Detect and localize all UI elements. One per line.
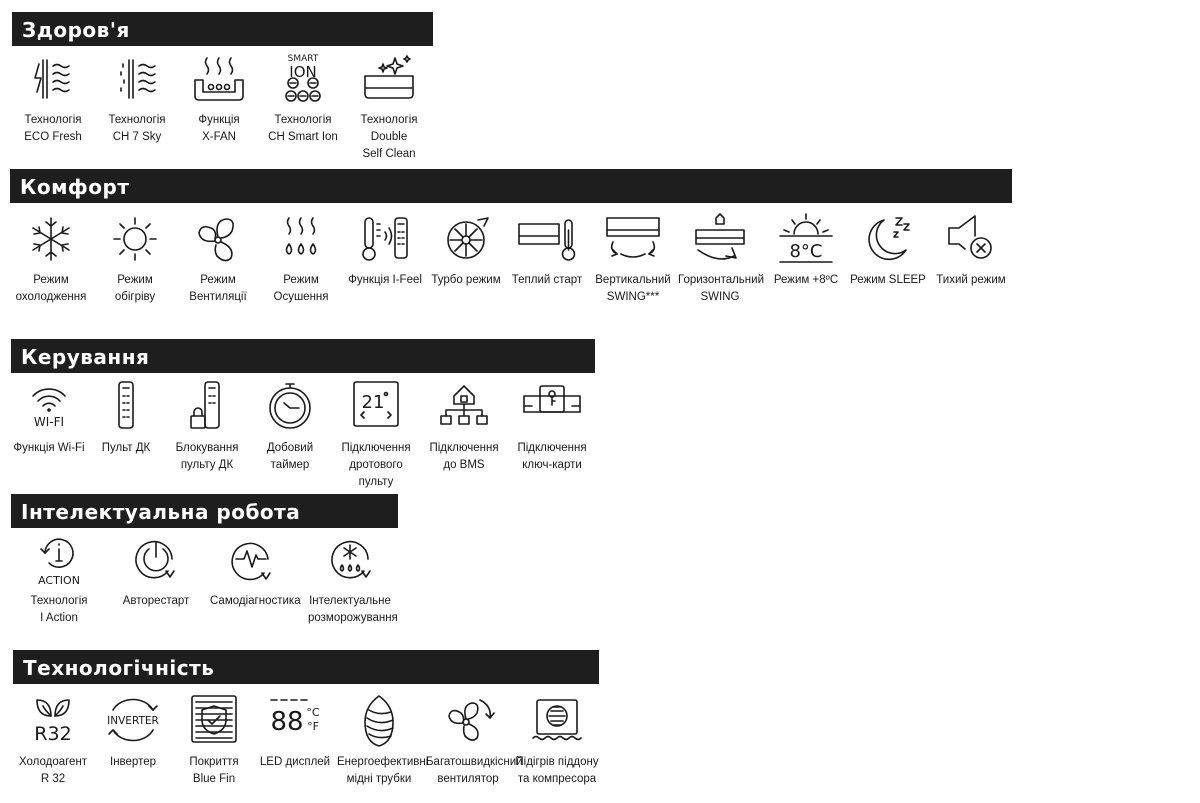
feature-copper-tube bbox=[337, 692, 429, 788]
i-action-icon bbox=[27, 531, 91, 589]
feature-led-display bbox=[253, 692, 337, 771]
svg-text:ACTION: ACTION bbox=[38, 574, 80, 587]
feature-i-action bbox=[17, 531, 101, 627]
feature-label: Підключення дротового пульту bbox=[341, 442, 411, 488]
feature-label: Технологія I Action bbox=[30, 595, 88, 624]
svg-text:°F: °F bbox=[307, 720, 319, 733]
copper-tube-icon bbox=[347, 692, 411, 750]
feature-label: Покриття Blue Fin bbox=[189, 756, 239, 785]
drops-icon bbox=[269, 210, 333, 268]
vertical-swing-icon bbox=[601, 210, 665, 268]
feature-label: Горизонтальний SWING bbox=[678, 274, 764, 303]
feature-label: Енергоефективні мідні трубки bbox=[337, 756, 429, 785]
feature-label: Інвертер bbox=[110, 756, 156, 768]
i-feel-icon bbox=[353, 210, 417, 268]
wifi-icon bbox=[17, 378, 81, 436]
feature-label: Підключення до BMS bbox=[429, 442, 499, 471]
feature-multi-speed-fan bbox=[426, 692, 523, 788]
feature-sleep bbox=[846, 210, 930, 289]
feature-label: Режим Осушення bbox=[273, 274, 329, 303]
multi-speed-fan-icon bbox=[436, 692, 500, 750]
section-title: Інтелектуальна робота bbox=[21, 500, 301, 524]
fan-icon bbox=[186, 210, 250, 268]
feature-label: Технологія CH 7 Sky bbox=[108, 114, 166, 143]
wired-controller-icon bbox=[344, 378, 408, 436]
svg-text:WI-FI: WI-FI bbox=[33, 415, 65, 429]
svg-text:INVERTER: INVERTER bbox=[107, 715, 159, 727]
x-fan-icon bbox=[187, 50, 251, 108]
feature-label: Режим SLEEP bbox=[850, 274, 926, 286]
feature-label: Технологія Double Self Clean bbox=[360, 114, 418, 160]
feature-vertical-swing bbox=[591, 210, 675, 306]
feature-ventilation bbox=[176, 210, 260, 306]
feature-heater bbox=[515, 692, 599, 788]
feature-x-fan bbox=[177, 50, 261, 146]
feature-label: Функція X-FAN bbox=[198, 114, 240, 143]
feature-key-card bbox=[510, 378, 594, 474]
feature-inverter bbox=[91, 692, 175, 771]
blue-fin-icon bbox=[182, 692, 246, 750]
section-header-comfort bbox=[10, 169, 1012, 203]
feature-horizontal-swing bbox=[678, 210, 762, 306]
feature-label: Інтелектуальне розморожування bbox=[308, 595, 398, 624]
warm-start-icon bbox=[515, 210, 579, 268]
turbo-icon bbox=[434, 210, 498, 268]
section-title: Технологічність bbox=[23, 656, 215, 680]
plus8-icon bbox=[774, 210, 838, 268]
feature-label: Підключення ключ-карти bbox=[517, 442, 587, 471]
feature-bms bbox=[422, 378, 506, 474]
led-display-icon bbox=[263, 692, 327, 750]
section-title: Здоров'я bbox=[22, 18, 130, 42]
feature-label: Режим охолодження bbox=[15, 274, 87, 303]
feature-label: Режим обігріву bbox=[114, 274, 156, 303]
sleep-icon bbox=[856, 210, 920, 268]
section-header-tech bbox=[13, 650, 599, 684]
timer-icon bbox=[258, 378, 322, 436]
feature-auto-restart bbox=[114, 531, 198, 610]
svg-text:21: 21 bbox=[361, 392, 385, 413]
feature-label: Вертикальний SWING*** bbox=[595, 274, 671, 303]
auto-restart-icon bbox=[124, 531, 188, 589]
feature-label: Турбо режим bbox=[431, 274, 501, 286]
feature-label: Авторестарт bbox=[122, 595, 190, 607]
remote-icon bbox=[94, 378, 158, 436]
section-title: Комфорт bbox=[20, 175, 130, 199]
inverter-icon bbox=[101, 692, 165, 750]
svg-text:SMART: SMART bbox=[287, 54, 319, 64]
horizontal-swing-icon bbox=[688, 210, 752, 268]
eco-fresh-icon bbox=[21, 50, 85, 108]
feature-remote-lock bbox=[165, 378, 249, 474]
feature-quiet bbox=[929, 210, 1013, 289]
quiet-icon bbox=[939, 210, 1003, 268]
svg-text:R32: R32 bbox=[34, 723, 72, 745]
feature-warm-start bbox=[505, 210, 589, 289]
feature-label: Самодіагностика bbox=[210, 595, 301, 607]
feature-defrost bbox=[308, 531, 398, 627]
feature-heating bbox=[93, 210, 177, 306]
ch7-sky-icon bbox=[105, 50, 169, 108]
section-header-control bbox=[11, 339, 595, 373]
feature-label: Режим +8ºС bbox=[773, 274, 839, 286]
remote-lock-icon bbox=[175, 378, 239, 436]
feature-label: Підігрів піддону та компресора bbox=[515, 756, 599, 785]
self-clean-icon bbox=[357, 50, 421, 108]
svg-text:8°C: 8°C bbox=[789, 241, 823, 262]
feature-timer bbox=[248, 378, 332, 474]
feature-label: Функція I-Feel bbox=[348, 274, 422, 286]
feature-turbo bbox=[424, 210, 508, 289]
feature-label: Пульт ДК bbox=[101, 442, 151, 454]
feature-blue-fin bbox=[172, 692, 256, 788]
heater-icon bbox=[525, 692, 589, 750]
feature-ch7-sky bbox=[95, 50, 179, 146]
feature-i-feel bbox=[343, 210, 427, 289]
feature-label: Добовий таймер bbox=[266, 442, 314, 471]
svg-text:ION: ION bbox=[289, 63, 317, 81]
sun-icon bbox=[103, 210, 167, 268]
section-header-intelligent bbox=[11, 494, 398, 528]
feature-label: Режим Вентиляції bbox=[189, 274, 247, 303]
feature-self-diagnosis bbox=[210, 531, 301, 610]
feature-plus8 bbox=[764, 210, 848, 289]
feature-label: Блокування пульту ДК bbox=[175, 442, 239, 471]
feature-label: LED дисплей bbox=[259, 756, 331, 768]
feature-label: Холодоагент R 32 bbox=[18, 756, 88, 785]
self-diagnosis-icon bbox=[220, 531, 284, 589]
feature-cooling bbox=[9, 210, 93, 306]
feature-eco-fresh bbox=[11, 50, 95, 146]
key-card-icon bbox=[520, 378, 584, 436]
section-title: Керування bbox=[21, 345, 150, 369]
feature-label: Функція Wi-Fi bbox=[13, 442, 85, 454]
feature-label: Теплий старт bbox=[511, 274, 583, 286]
feature-self-clean bbox=[347, 50, 431, 163]
svg-text:°C: °C bbox=[306, 706, 320, 719]
feature-label: Багатошвидкісний вентилятор bbox=[426, 756, 523, 785]
feature-wifi bbox=[7, 378, 91, 457]
feature-wired-controller bbox=[334, 378, 418, 491]
feature-label: Технологія ECO Fresh bbox=[24, 114, 82, 143]
feature-dry bbox=[259, 210, 343, 306]
snowflake-icon bbox=[19, 210, 83, 268]
section-header-health bbox=[12, 12, 433, 46]
r32-icon bbox=[21, 692, 85, 750]
feature-label: Технологія CH Smart Ion bbox=[268, 114, 338, 143]
svg-text:88: 88 bbox=[270, 707, 304, 737]
feature-r32 bbox=[11, 692, 95, 788]
defrost-icon bbox=[318, 531, 382, 589]
feature-label: Тихий режим bbox=[936, 274, 1006, 286]
feature-remote bbox=[84, 378, 168, 457]
smart-ion-icon bbox=[271, 50, 335, 108]
feature-smart-ion bbox=[261, 50, 345, 146]
bms-icon bbox=[432, 378, 496, 436]
